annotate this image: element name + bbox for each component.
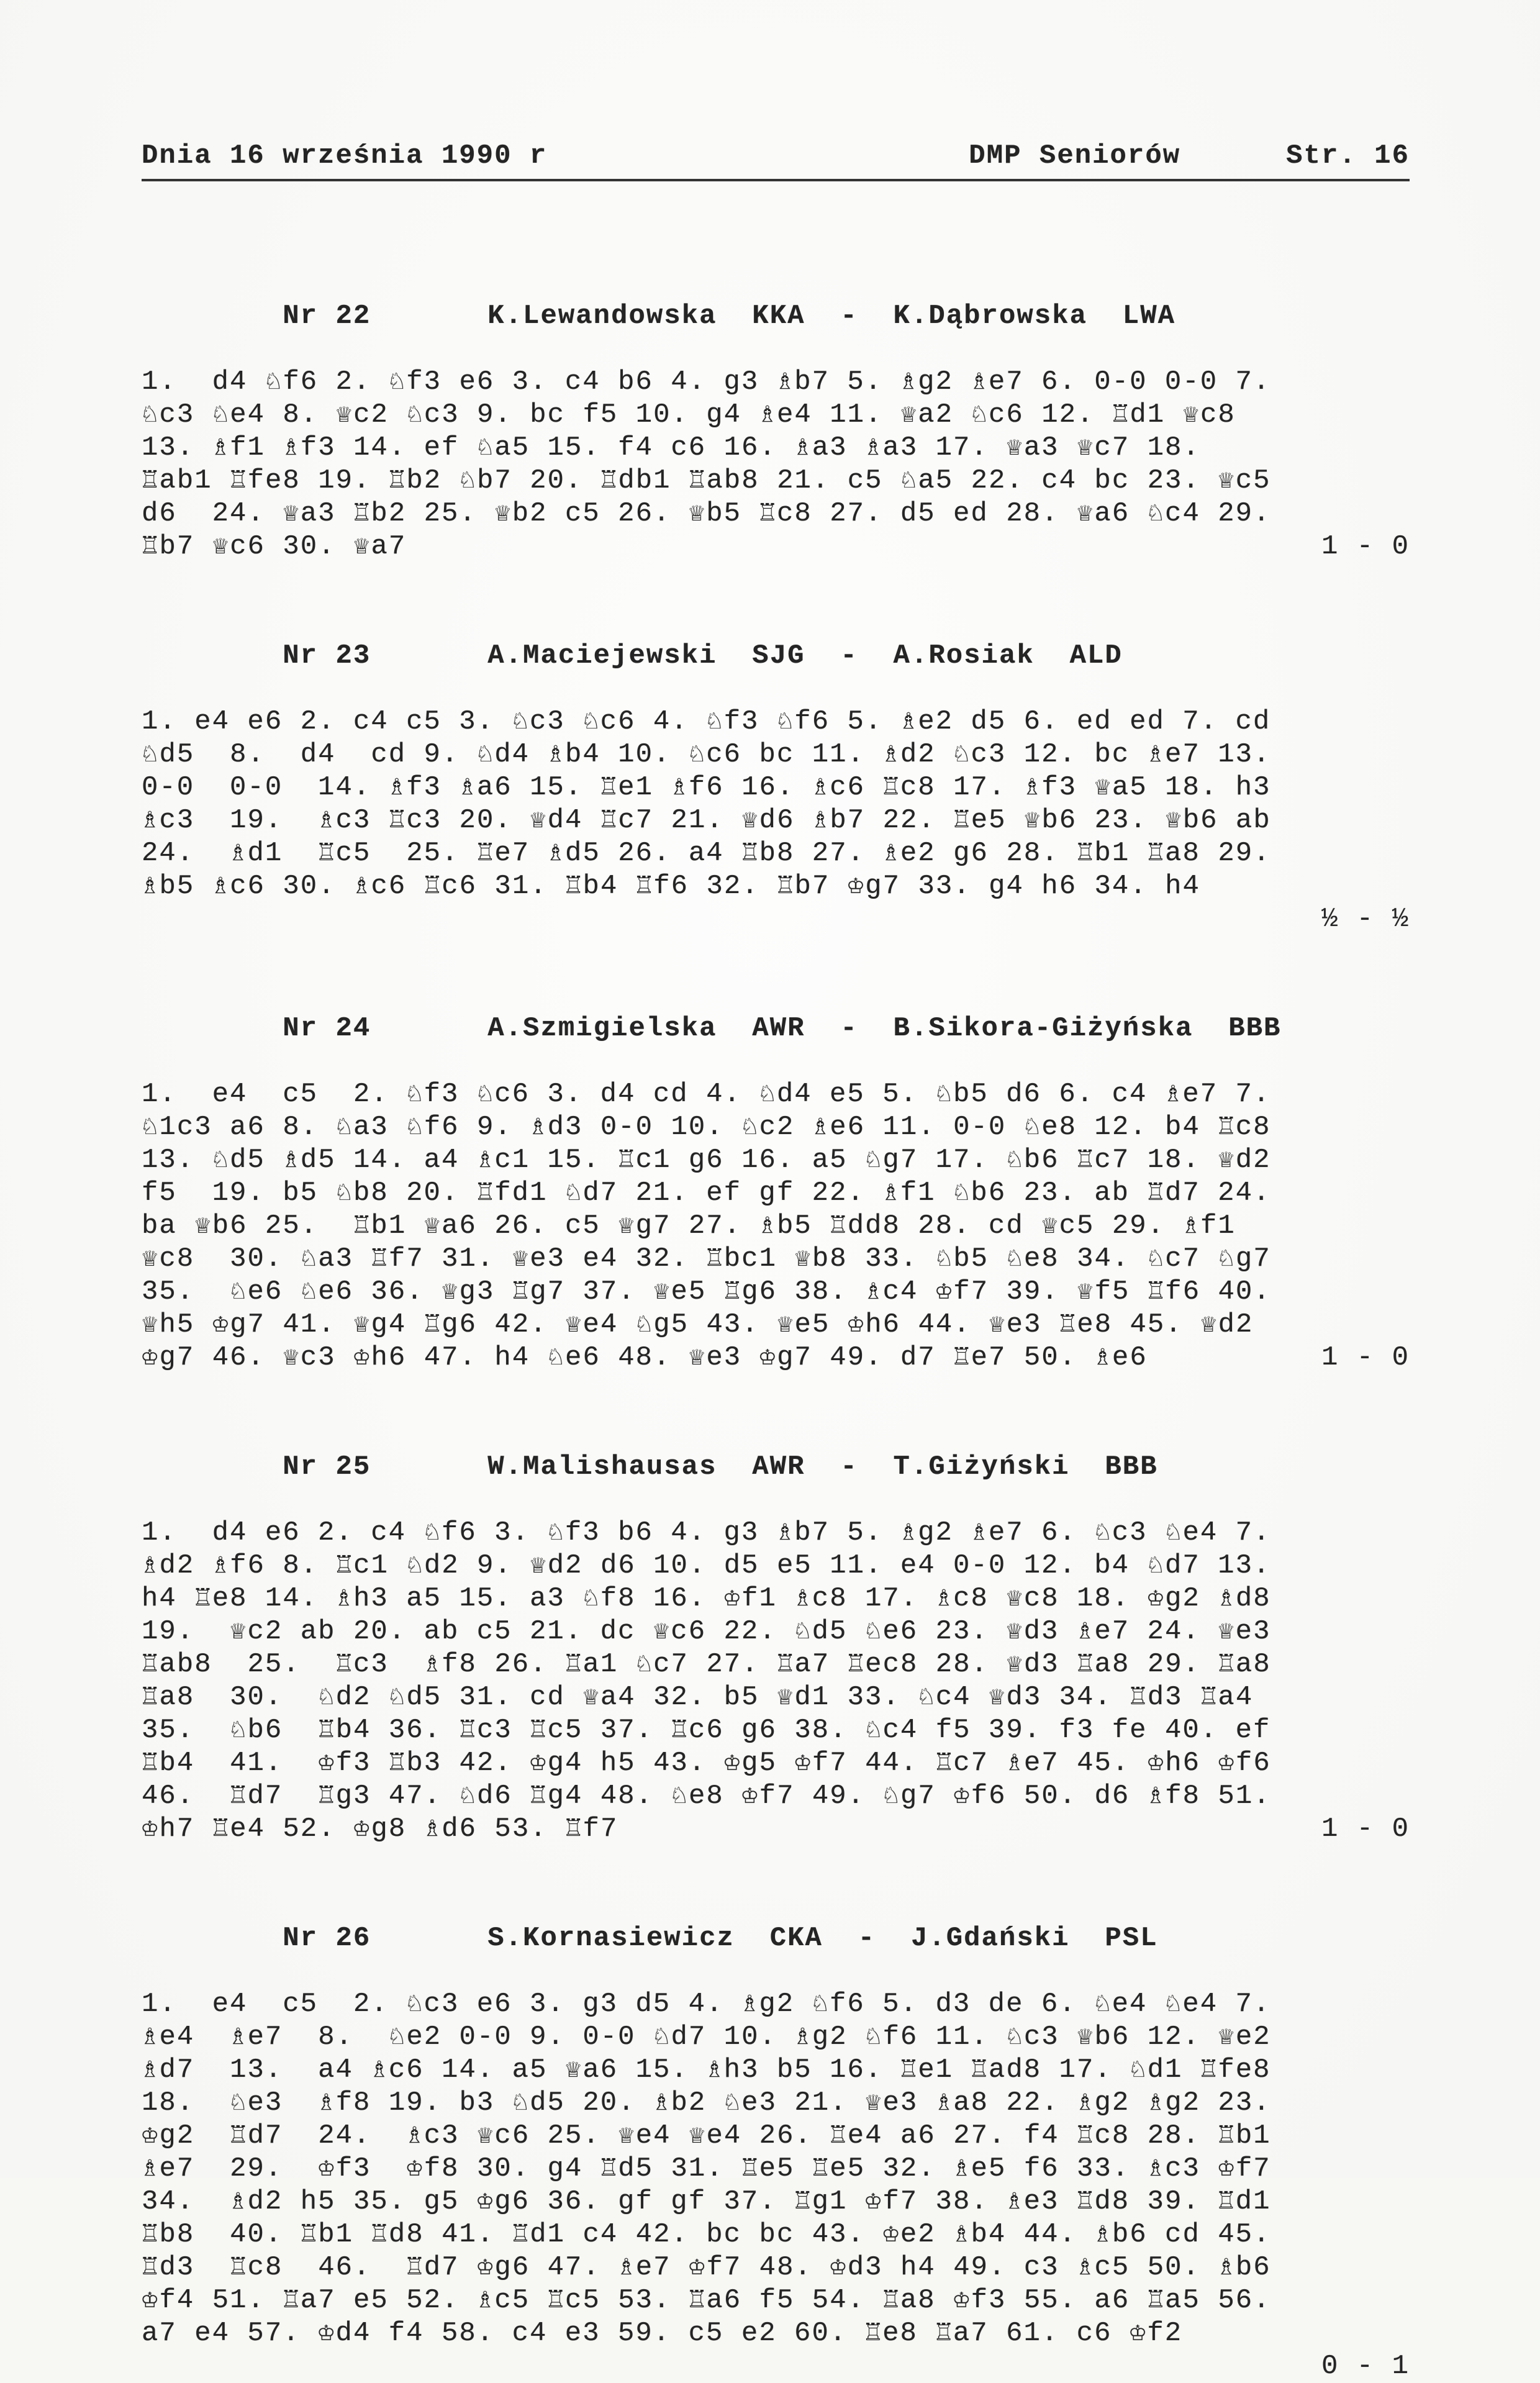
move-line: 34. ♗d2 h5 35. g5 ♔g6 36. gf gf 37. ♖g1 ♔f7 38. ♗e3 ♖d8 39. ♖d1: [142, 2186, 1271, 2217]
move-line: ♔g2 ♖d7 24. ♗c3 ♕c6 25. ♕e4 ♕e4 26. ♖e4 a6 27. f4 ♖c8 28. ♖b1: [142, 2120, 1271, 2151]
game-result: ½ - ½: [1321, 904, 1410, 935]
move-line: a7 e4 57. ♔d4 f4 58. c4 e3 59. c5 e2 60. ♖e8 ♖a7 61. c6 ♔f2: [142, 2318, 1183, 2349]
move-line: 24. ♗d1 ♖c5 25. ♖e7 ♗d5 26. a4 ♖b8 27. ♗e2 g6 28. ♖b1 ♖a8 29.: [142, 838, 1271, 869]
move-line: 1. d4 e6 2. c4 ♘f6 3. ♘f3 b6 4. g3 ♗b7 5. ♗g2 ♗e7 6. ♘c3 ♘e4 7.: [142, 1517, 1271, 1548]
game-players: A.Szmigielska AWR - B.Sikora-Giżyńska BBB: [487, 1013, 1282, 1044]
move-line: 35. ♘e6 ♘e6 36. ♕g3 ♖g7 37. ♕e5 ♖g6 38. ♗c4 ♔f7 39. ♕f5 ♖f6 40.: [142, 1276, 1271, 1307]
result-row: [142, 1341, 1410, 1374]
game-players: W.Malishausas AWR - T.Giżyński BBB: [487, 1451, 1158, 1482]
game-result: 1 - 0: [1321, 1342, 1410, 1373]
move-line: ♖ab8 25. ♖c3 ♗f8 26. ♖a1 ♘c7 27. ♖a7 ♖ec8 28. ♕d3 ♖a8 29. ♖a8: [142, 1649, 1271, 1680]
move-line: ♘c3 ♘e4 8. ♕c2 ♘c3 9. bc f5 10. g4 ♗e4 11. ♕a2 ♘c6 12. ♖d1 ♕c8: [142, 399, 1236, 430]
game-number: Nr 22: [283, 301, 371, 332]
move-line: 13. ♘d5 ♗d5 14. a4 ♗c1 15. ♖c1 g6 16. a5 ♘g7 17. ♘b6 ♖c7 18. ♕d2: [142, 1145, 1271, 1176]
game-block: [142, 267, 1410, 563]
game-moves: [142, 1517, 1410, 1813]
game-number: Nr 26: [283, 1923, 371, 1954]
move-line: 1. e4 e6 2. c4 c5 3. ♘c3 ♘c6 4. ♘f3 ♘f6 5. ♗e2 d5 6. ed ed 7. cd: [142, 706, 1271, 737]
move-line: ♕c8 30. ♘a3 ♖f7 31. ♕e3 e4 32. ♖bc1 ♕b8 33. ♘b5 ♘e8 34. ♘c7 ♘g7: [142, 1243, 1271, 1274]
game-header: [142, 979, 1410, 1078]
move-line: 1. e4 c5 2. ♘c3 e6 3. g3 d5 4. ♗g2 ♘f6 5. d3 de 6. ♘e4 ♘e4 7.: [142, 1989, 1271, 2020]
game-header: [142, 1889, 1410, 1988]
last-move-line: ♔h7 ♖e4 52. ♔g8 ♗d6 53. ♖f7: [142, 1813, 618, 1845]
game-block: [142, 1418, 1410, 1846]
result-row: [142, 1813, 1410, 1846]
game-result: 1 - 0: [1321, 1813, 1410, 1845]
result-row: [142, 2350, 1410, 2383]
game-block: [142, 607, 1410, 936]
move-line: 1. d4 ♘f6 2. ♘f3 e6 3. c4 b6 4. g3 ♗b7 5. ♗g2 ♗e7 6. 0-0 0-0 7.: [142, 366, 1271, 397]
move-line: 1. e4 c5 2. ♘f3 ♘c6 3. d4 cd 4. ♘d4 e5 5. ♘b5 d6 6. c4 ♗e7 7.: [142, 1079, 1271, 1110]
game-players: A.Maciejewski SJG - A.Rosiak ALD: [487, 640, 1123, 671]
game-moves: [142, 706, 1410, 903]
move-line: ♖ab1 ♖fe8 19. ♖b2 ♘b7 20. ♖db1 ♖ab8 21. c5 ♘a5 22. c4 bc 23. ♕c5: [142, 465, 1271, 496]
move-line: 13. ♗f1 ♗f3 14. ef ♘a5 15. f4 c6 16. ♗a3 ♗a3 17. ♕a3 ♕c7 18.: [142, 432, 1200, 463]
move-line: h4 ♖e8 14. ♗h3 a5 15. a3 ♘f8 16. ♔f1 ♗c8 17. ♗c8 ♕c8 18. ♔g2 ♗d8: [142, 1583, 1271, 1614]
move-line: ♖b4 41. ♔f3 ♖b3 42. ♔g4 h5 43. ♔g5 ♔f7 44. ♖c7 ♗e7 45. ♔h6 ♔f6: [142, 1748, 1271, 1779]
game-header: [142, 607, 1410, 706]
move-line: ♗e4 ♗e7 8. ♘e2 0-0 9. 0-0 ♘d7 10. ♗g2 ♘f6 11. ♘c3 ♕b6 12. ♕e2: [142, 2022, 1271, 2053]
header-page-number: Str. 16: [1286, 140, 1410, 171]
move-line: ♗e7 29. ♔f3 ♔f8 30. g4 ♖d5 31. ♖e5 ♖e5 32. ♗e5 f6 33. ♗c3 ♔f7: [142, 2153, 1271, 2184]
game-header: [142, 267, 1410, 366]
game-moves: [142, 366, 1410, 530]
move-line: 46. ♖d7 ♖g3 47. ♘d6 ♖g4 48. ♘e8 ♔f7 49. ♘g7 ♔f6 50. d6 ♗f8 51.: [142, 1781, 1271, 1812]
page-header: [142, 140, 1410, 181]
result-row: [142, 903, 1410, 936]
game-number: Nr 24: [283, 1013, 371, 1044]
move-line: ♕h5 ♔g7 41. ♕g4 ♖g6 42. ♕e4 ♘g5 43. ♕e5 ♔h6 44. ♕e3 ♖e8 45. ♕d2: [142, 1309, 1254, 1340]
move-line: ♖a8 30. ♘d2 ♘d5 31. cd ♕a4 32. b5 ♕d1 33. ♘c4 ♕d3 34. ♖d3 ♖a4: [142, 1682, 1254, 1713]
move-line: ♔f4 51. ♖a7 e5 52. ♗c5 ♖c5 53. ♖a6 f5 54. ♖a8 ♔f3 55. a6 ♖a5 56.: [142, 2285, 1271, 2316]
move-line: ♗d2 ♗f6 8. ♖c1 ♘d2 9. ♕d2 d6 10. d5 e5 11. e4 0-0 12. b4 ♘d7 13.: [142, 1550, 1271, 1581]
header-date: Dnia 16 września 1990 r: [142, 140, 548, 171]
move-line: ♗d7 13. a4 ♗c6 14. a5 ♕a6 15. ♗h3 b5 16. ♖e1 ♖ad8 17. ♘d1 ♖fe8: [142, 2054, 1271, 2086]
move-line: ba ♕b6 25. ♖b1 ♕a6 26. c5 ♕g7 27. ♗b5 ♖dd8 28. cd ♕c5 29. ♗f1: [142, 1210, 1236, 1241]
game-block: [142, 979, 1410, 1374]
move-line: ♘d5 8. d4 cd 9. ♘d4 ♗b4 10. ♘c6 bc 11. ♗d2 ♘c3 12. bc ♗e7 13.: [142, 739, 1271, 770]
move-line: 0-0 0-0 14. ♗f3 ♗a6 15. ♖e1 ♗f6 16. ♗c6 ♖c8 17. ♗f3 ♕a5 18. h3: [142, 772, 1271, 803]
game-moves: [142, 1078, 1410, 1341]
move-line: ♗c3 19. ♗c3 ♖c3 20. ♕d4 ♖c7 21. ♕d6 ♗b7 22. ♖e5 ♕b6 23. ♕b6 ab: [142, 805, 1271, 836]
game-players: K.Lewandowska KKA - K.Dąbrowska LWA: [487, 301, 1176, 332]
move-line: 35. ♘b6 ♖b4 36. ♖c3 ♖c5 37. ♖c6 g6 38. ♘c4 f5 39. f3 fe 40. ef: [142, 1715, 1271, 1746]
game-number: Nr 25: [283, 1451, 371, 1482]
game-players: S.Kornasiewicz CKA - J.Gdański PSL: [487, 1923, 1158, 1954]
games-list: [142, 267, 1410, 2383]
game-number: Nr 23: [283, 640, 371, 671]
game-result: 0 - 1: [1321, 2351, 1410, 2382]
game-block: [142, 1889, 1410, 2383]
move-line: 18. ♘e3 ♗f8 19. b3 ♘d5 20. ♗b2 ♘e3 21. ♕e3 ♗a8 22. ♗g2 ♗g2 23.: [142, 2087, 1271, 2118]
game-result: 1 - 0: [1321, 531, 1410, 562]
move-line: d6 24. ♕a3 ♖b2 25. ♕b2 c5 26. ♕b5 ♖c8 27. d5 ed 28. ♕a6 ♘c4 29.: [142, 498, 1271, 529]
last-move-line: ♖b7 ♕c6 30. ♕a7: [142, 531, 407, 562]
header-title: DMP Seniorów: [969, 140, 1181, 171]
result-row: [142, 530, 1410, 563]
move-line: ♗b5 ♗c6 30. ♗c6 ♖c6 31. ♖b4 ♖f6 32. ♖b7 ♔g7 33. g4 h6 34. h4: [142, 871, 1200, 902]
move-line: 19. ♕c2 ab 20. ab c5 21. dc ♕c6 22. ♘d5 ♘e6 23. ♕d3 ♗e7 24. ♕e3: [142, 1616, 1271, 1647]
move-line: ♖d3 ♖c8 46. ♖d7 ♔g6 47. ♗e7 ♔f7 48. ♔d3 h4 49. c3 ♗c5 50. ♗b6: [142, 2252, 1271, 2283]
last-move-line: ♔g7 46. ♕c3 ♔h6 47. h4 ♘e6 48. ♕e3 ♔g7 49. d7 ♖e7 50. ♗e6: [142, 1342, 1148, 1373]
game-header: [142, 1418, 1410, 1517]
game-moves: [142, 1988, 1410, 2350]
move-line: ♖b8 40. ♖b1 ♖d8 41. ♖d1 c4 42. bc bc 43. ♔e2 ♗b4 44. ♗b6 cd 45.: [142, 2219, 1271, 2250]
move-line: ♘1c3 a6 8. ♘a3 ♘f6 9. ♗d3 0-0 10. ♘c2 ♗e6 11. 0-0 ♘e8 12. b4 ♖c8: [142, 1112, 1271, 1143]
move-line: f5 19. b5 ♘b8 20. ♖fd1 ♘d7 21. ef gf 22. ♗f1 ♘b6 23. ab ♖d7 24.: [142, 1178, 1271, 1209]
